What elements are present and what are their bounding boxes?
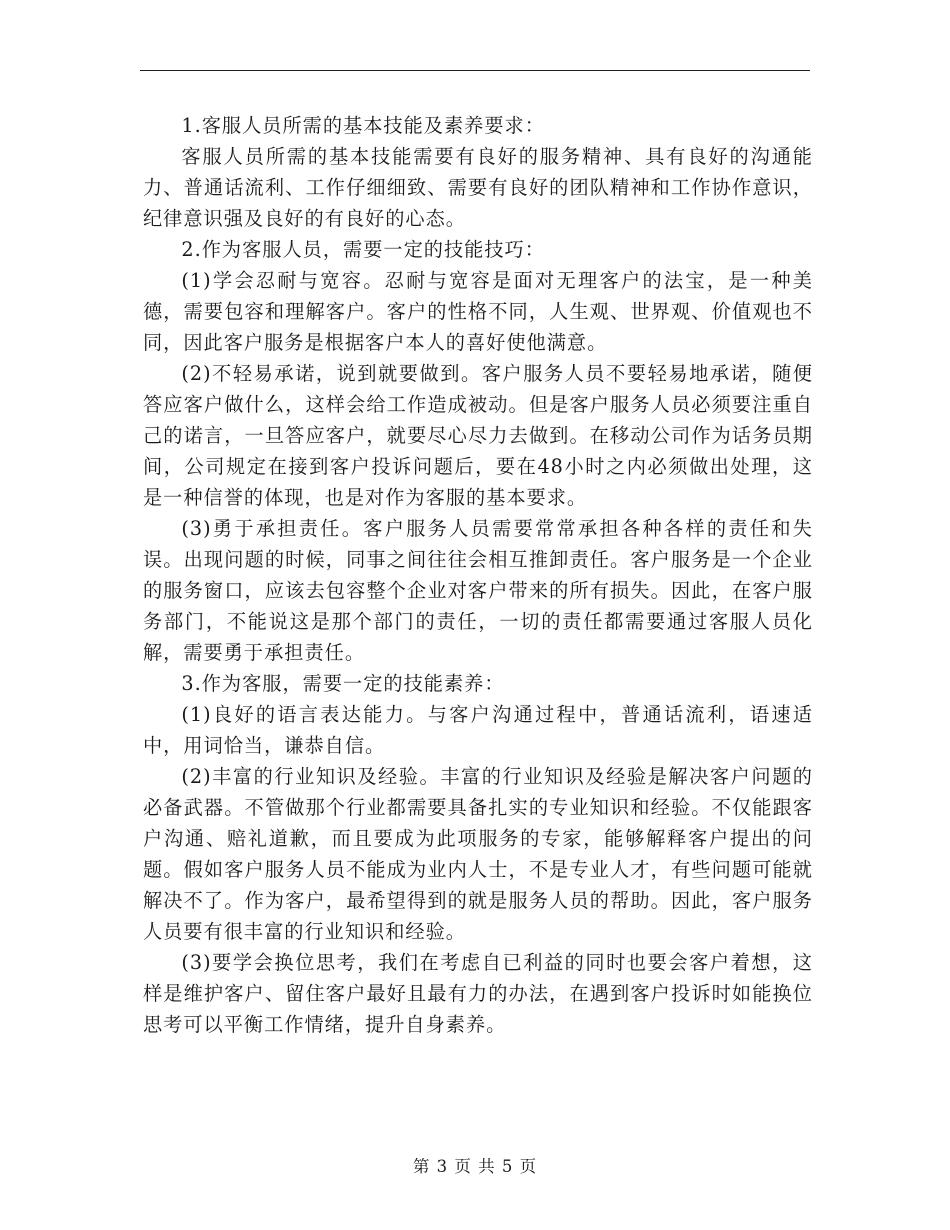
page-footer: 第 3 页 共 5 页 <box>412 1157 538 1176</box>
paragraph-5: (2)不轻易承诺，说到就要做到。客户服务人员不要轻易地承诺，随便答应客户做什么，这样会给工作造成被动。但是客户服务人员必须要注重自己的诺言，一旦答应客户，就要尽心尽力去做到。在移动公司作为话务员期间，公司规定在接到客户投诉问题后，要在48小时之内必须做出处理，这是一种信誉的体现，也是对作为客服的基本要求。 <box>143 362 813 509</box>
paragraph-7: 3.作为客服，需要一定的技能素养： <box>181 672 505 695</box>
document-body <box>143 110 813 1040</box>
paragraph-3: 2.作为客服人员，需要一定的技能技巧： <box>181 238 545 261</box>
paragraph-10: (3)要学会换位思考，我们在考虑自已利益的同时也要会客户着想，这样是维护客户、留住客户最好且最有力的办法，在遇到客户投诉时如能换位思考可以平衡工作情绪，提升自身素养。 <box>143 951 813 1036</box>
paragraph-8: (1)良好的语言表达能力。与客户沟通过程中，普通话流利，语速适中，用词恰当，谦恭自信。 <box>143 703 813 757</box>
paragraph-9: (2)丰富的行业知识及经验。丰富的行业知识及经验是解决客户问题的必备武器。不管做那个行业都需要具备扎实的专业知识和经验。不仅能跟客户沟通、赔礼道歉，而且要成为此项服务的专家，能够解释客户提出的问题。假如客户服务人员不能成为业内人士，不是专业人才，有些问题可能就解决不了。作为客户，最希望得到的就是服务人员的帮助。因此，客户服务人员要有很丰富的行业知识和经验。 <box>143 765 813 943</box>
paragraph-6: (3)勇于承担责任。客户服务人员需要常常承担各种各样的责任和失误。出现问题的时候，同事之间往往会相互推卸责任。客户服务是一个企业的服务窗口，应该去包容整个企业对客户带来的所有损失。因此，在客户服务部门，不能说这是那个部门的责任，一切的责任都需要通过客服人员化解，需要勇于承担责任。 <box>143 517 813 664</box>
paragraph-1: 1.客服人员所需的基本技能及素养要求： <box>181 114 545 137</box>
paragraph-4: (1)学会忍耐与宽容。忍耐与宽容是面对无理客户的法宝，是一种美德，需要包容和理解客户。客户的性格不同，人生观、世界观、价值观也不同，因此客户服务是根据客户本人的喜好使他满意。 <box>143 269 813 354</box>
paragraph-2: 客服人员所需的基本技能需要有良好的服务精神、具有良好的沟通能力、普通话流利、工作仔细细致、需要有良好的团队精神和工作协作意识，纪律意识强及良好的有良好的心态。 <box>143 145 813 230</box>
header-rule <box>140 70 810 71</box>
